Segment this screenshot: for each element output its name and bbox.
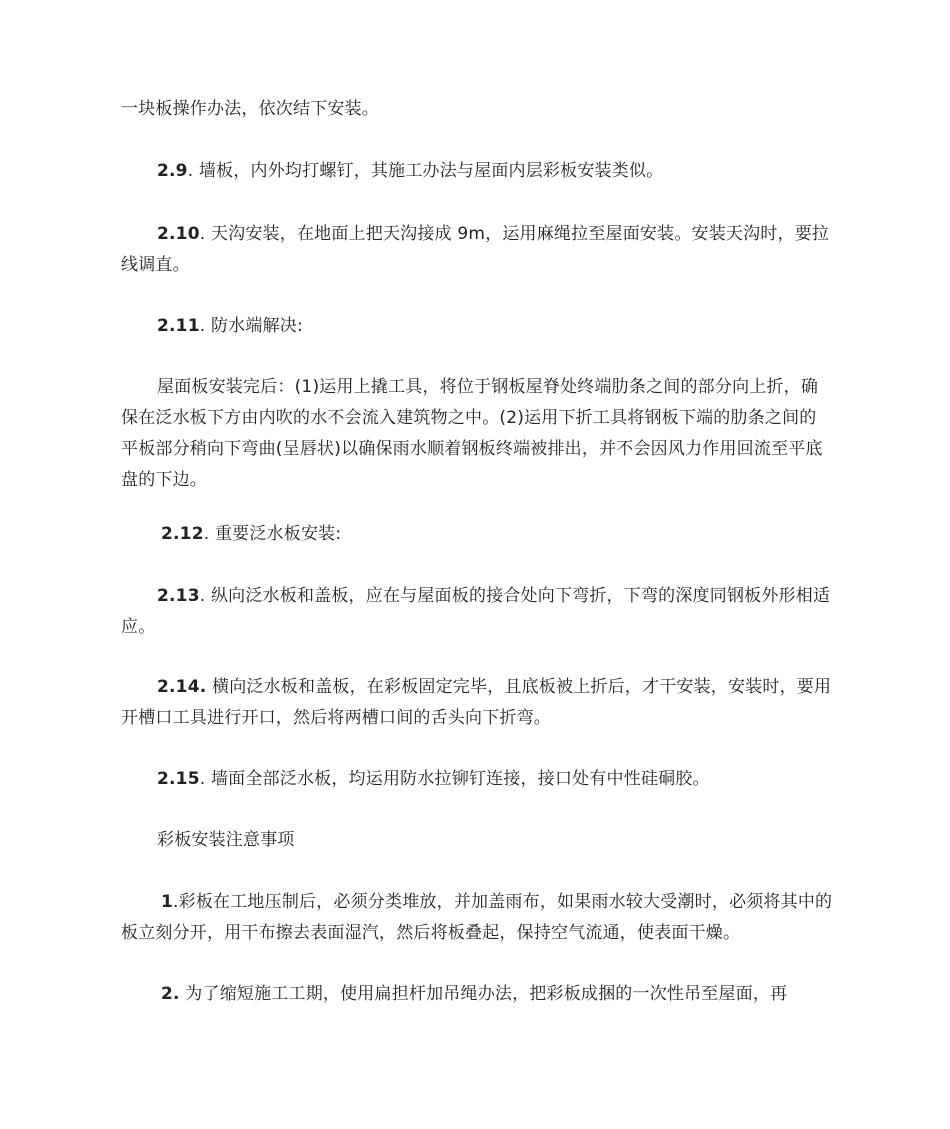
section-number: 2.14. <box>157 677 207 697</box>
section-heading-notes <box>121 825 833 856</box>
paragraph-text: 横向泛水板和盖板，在彩板固定完毕，且底板被上折后，才干安装，安装时，要用开槽口工具进行开口，然后将两槽口间的舌头向下折弯。 <box>121 677 832 728</box>
paragraph-text: . 墙板，内外均打螺钉，其施工办法与屋面内层彩板安装类似。 <box>187 161 664 181</box>
paragraph-text: 屋面板安装完后：(1)运用上撬工具，将位于钢板屋脊处终端肋条之间的部分向上折，确保在泛水板下方由内吹的水不会流入建筑物之中。(2)运用下折工具将钢板下端的肋条之间的平板部分稍向下弯曲(呈唇状)以确保雨水顺着钢板终端被排出，并不会因风力作用回流至平底盘的下边。 <box>121 377 823 490</box>
paragraph-waterproof-details <box>121 372 833 496</box>
paragraph-2-10 <box>121 219 833 281</box>
paragraph-text: . 墙面全部泛水板，均运用防水拉铆钉连接，接口处有中性硅硐胶。 <box>199 769 710 789</box>
paragraph-continuation <box>121 94 833 125</box>
paragraph-text: 为了缩短施工工期，使用扁担杆加吊绳办法，把彩板成捆的一次性吊至屋面，再 <box>179 984 788 1004</box>
section-number: 2.11 <box>157 316 200 336</box>
paragraph-2-14 <box>121 672 833 734</box>
paragraph-text: . 纵向泛水板和盖板，应在与屋面板的接合处向下弯折，下弯的深度同钢板外形相适应。 <box>121 586 831 637</box>
paragraph-2-15 <box>121 764 833 795</box>
paragraph-note-2 <box>121 979 833 1010</box>
paragraph-text: 彩板安装注意事项 <box>157 830 295 850</box>
section-number: 2.15 <box>157 769 200 789</box>
section-number: 2.13 <box>157 586 200 606</box>
paragraph-text: . 重要泛水板安装: <box>203 524 342 544</box>
paragraph-2-12 <box>121 519 833 550</box>
section-number: 2.12 <box>161 524 204 544</box>
paragraph-2-11 <box>121 311 833 342</box>
paragraph-note-1 <box>121 887 833 949</box>
list-number: 1 <box>161 892 174 912</box>
paragraph-text: . 防水端解决: <box>199 316 303 336</box>
section-number: 2.10 <box>157 224 200 244</box>
paragraph-2-13 <box>121 581 833 643</box>
list-number: 2. <box>161 984 180 1004</box>
paragraph-2-9 <box>121 156 833 187</box>
paragraph-text: .彩板在工地压制后，必须分类堆放，并加盖雨布，如果雨水较大受潮时，必须将其中的板立刻分开，用干布擦去表面湿汽，然后将板叠起，保持空气流通，使表面干燥。 <box>121 892 833 943</box>
section-number: 2.9 <box>157 161 188 181</box>
paragraph-text: . 天沟安装，在地面上把天沟接成 9m，运用麻绳拉至屋面安装。安装天沟时，要拉线调直。 <box>121 224 830 275</box>
paragraph-text: 一块板操作办法，依次结下安装。 <box>121 99 379 119</box>
